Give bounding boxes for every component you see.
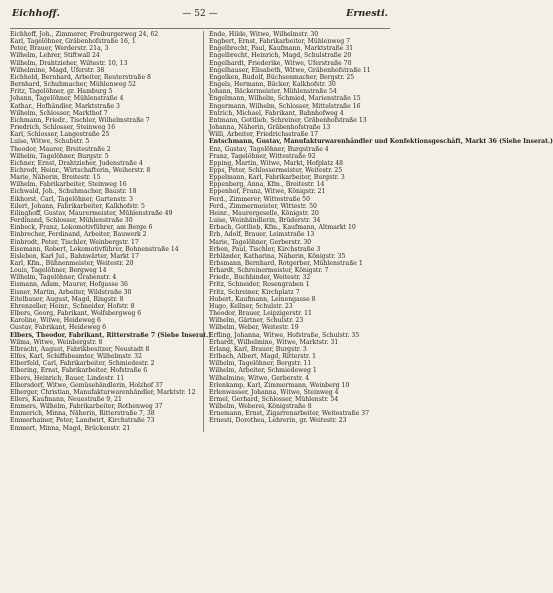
- directory-entry: Engelhauser, Elisabeth, Witwe, Gräbenhofstraße 11: [209, 66, 371, 74]
- directory-entry: Einbrodt, Peter, Tischler, Weinbergstr. 17: [10, 238, 139, 246]
- directory-entry: Einbeck, Franz, Lokomotivführer, am Berge 6: [10, 224, 153, 232]
- directory-entry: Eichwald, Joh., Schuhmacher, Baustr. 18: [10, 188, 137, 196]
- directory-entry: Wilhelm, Fabrikarbeiter, Steinweg 16: [10, 181, 127, 189]
- directory-entry: Wilhelm, Tagelöhner, Bergstr. 11: [209, 360, 312, 368]
- directory-entry: Eichhold, Bernhard, Arbeiter, Reuterstraße 8: [10, 73, 151, 81]
- directory-entry: Hubert, Kaufmann, Leinengasse 8: [209, 295, 316, 303]
- directory-entry: Karl, Tagelöhner, Gräbenhofstraße 16, 1: [10, 38, 136, 46]
- directory-entry: Emmert, Minna, Magd, Brückenstr. 21: [10, 424, 131, 432]
- directory-entry: Friedrich, Schlosser, Steinweg 16: [10, 124, 116, 132]
- directory-entry: Wilma, Witwe, Weinbergstr. 8: [10, 338, 103, 346]
- directory-entry: Eisemann, Robert, Lokomotivführer, Bohnenstraße 14: [10, 245, 179, 253]
- directory-entry: Eppenberg, Anna, Kfm., Breitestr. 14: [209, 181, 325, 189]
- directory-entry: Eisleben, Karl Jul., Bahnwärter, Markt 17: [10, 252, 139, 260]
- directory-entry: Engelken, Rudolf, Büchsenmacher, Bergstr. 25: [209, 73, 355, 81]
- directory-entry: Engelhardt, Friederike, Witwe, Uferstraße 70: [209, 59, 352, 67]
- directory-entry: Emmers, Wilhelm, Fabrikarbeiter, Rothenweg 37: [10, 403, 163, 411]
- directory-entry: Wilhelm, Schlosser, Markthof 7: [10, 109, 108, 117]
- directory-entry: Wilhelm, Weber, Weitestr. 19: [209, 324, 299, 332]
- directory-entry: Eikhorst, Carl, Tagelöhner, Gartenstr. 3: [10, 195, 133, 203]
- directory-entry: Karl, Schlosser, Langestraße 25: [10, 131, 110, 139]
- directory-entry: Elbracht, August, Fabrikbesitzer, Neustadt 8: [10, 345, 150, 353]
- directory-entry: Johann, Tagelöhner, Mühlenstraße 4: [10, 95, 124, 103]
- directory-entry: Gustav, Fabrikant, Heideweg 6: [10, 324, 107, 332]
- directory-entry: Wilhelm, Drahtzieher, Wiltestr. 10, 13: [10, 59, 128, 67]
- directory-entry: Willi, Arbeiter, Friedrichsstraße 17: [209, 131, 319, 139]
- page-header: [10, 6, 390, 29]
- directory-entry: Eitelbauer, August, Magd, Ringstr. 8: [10, 295, 124, 303]
- directory-entry: Enz, Gustav, Tagelöhner, Burgstraße 4: [209, 145, 329, 153]
- directory-entry: Louis, Tagelöhner, Bergweg 14: [10, 267, 107, 275]
- directory-entry: Johann, Bäckermeister, Mühlenstraße 54: [209, 88, 337, 96]
- directory-entry: Heinr., Maurergeselle, Königstr. 20: [209, 209, 319, 217]
- directory-entry: Ende, Hilde, Witwe, Wilhelmstr. 30: [209, 31, 319, 38]
- directory-entry: Elberger, Christian, Manufakturwarenhändler, Marktstr. 12: [10, 388, 196, 396]
- directory-entry: Erhardt, Schreinermeister, Königstr. 7: [209, 267, 329, 275]
- directory-entry: Entmann, Gottlieb, Schreiner, Gräbenhofstraße 13: [209, 116, 367, 124]
- directory-entry: Eisner, Martin, Arbeiter, Wildstraße 30: [10, 288, 132, 296]
- directory-entry: Franz, Tagelöhner, Wittestraße 92: [209, 152, 316, 160]
- directory-entry: Engelbrecht, Paul, Kaufmann, Marktstraße 31: [209, 45, 354, 53]
- directory-entry: Hugo, Kellner, Schulstr. 23: [209, 302, 293, 310]
- directory-entry: Erlang, Karl, Brauer, Burgstr. 3: [209, 345, 307, 353]
- directory-entry: Kathar., Hofhändler, Marktstraße 3: [10, 102, 120, 110]
- directory-entry: Wilhelm, Lehrer, Stiftwall 24: [10, 52, 100, 60]
- directory-entry: Fritz, Schreiner, Kirchplatz 7: [209, 288, 300, 296]
- directory-entry: Elbering, Ernst, Fabrikarbeiter, Hofstraße 6: [10, 367, 148, 375]
- directory-entry: Wilhelm, Weberei, Königstraße 8: [209, 403, 312, 411]
- directory-entry: Ernesti, Dorothea, Lehrerin, gr. Weitestr. 23: [209, 417, 347, 425]
- directory-entry: Wilhelm, Tagelöhner, Grabenstr. 4: [10, 274, 117, 282]
- directory-entry: Eichrodt, Heinr., Wirtschafterin, Weiherstr. 8: [10, 166, 151, 174]
- directory-entry: Ellers, Kaufmann, Neuestraße 9, 21: [10, 395, 122, 403]
- directory-entry: Erben, Paul, Tischler, Kirchstraße 3: [209, 245, 321, 253]
- directory-entry: Eilert, Johann, Fabrikarbeiter, Kalkhofstr. 5: [10, 202, 145, 210]
- directory-entry: Engelmann, Wilhelm, Schmied, Marienstraße 15: [209, 95, 361, 103]
- directory-entry: Marie, Näherin, Breitestr. 15: [10, 174, 101, 182]
- directory-entry: Elfes, Karl, Schiffsbeamter, Wilhelmstr. 32: [10, 353, 142, 361]
- directory-entry: Theodor, Maurer, Breitestraße 2: [10, 145, 111, 153]
- directory-entry: Epps, Peter, Schlossermeister, Weitestr. 25: [209, 166, 343, 174]
- directory-entry: Eichhoff, Joh., Zimmerer, Freiburgerweg 24, 62: [10, 31, 159, 38]
- right-column: [203, 31, 553, 432]
- directory-entry: Entrich, Michael, Fabrikant, Bahnhofweg 4: [209, 109, 344, 117]
- directory-entry: Emmerich, Minna, Näherin, Ritterstraße 7, 38: [10, 410, 155, 418]
- directory-entry: Erbach, Gottlieb, Kfm., Kaufmann, Altmarkt 10: [209, 224, 356, 232]
- directory-entry: Epping, Martin, Witwe, Markt, Hofplatz 48: [209, 159, 344, 167]
- directory-entry: Elbers, Georg, Fabrikant, Wolfsbergweg 6: [10, 310, 142, 318]
- directory-entry: Erlbach, Albert, Magd, Ritterstr. 1: [209, 353, 317, 361]
- header-first-entry: Eichhoff.: [12, 8, 60, 19]
- directory-entry: Erbsmann, Bernhard, Rotgerber, Mühlenstraße 1: [209, 260, 363, 267]
- directory-entry: Wilhelm, Gärtner, Schulstr. 23: [209, 317, 304, 325]
- directory-entry: Erhardt, Wilhelmine, Witwe, Marktstr. 31: [209, 338, 339, 346]
- directory-entry: Emmerhainer, Peter, Landwirt, Kirchstraße 73: [10, 417, 155, 425]
- directory-entry: Wilhelm, Arbeiter, Schmiedeweg 1: [209, 367, 317, 375]
- directory-entry: Eichmann, Friedr., Tischler, Wilhelmstraße 7: [10, 116, 150, 124]
- directory-entry: Ferdinand, Schlosser, Mühlenstraße 30: [10, 217, 133, 225]
- directory-entry: Ermel, Gerhard, Schlosser, Mühlenstr. 54: [209, 395, 339, 403]
- directory-entry: Bernhard, Schuhmacher, Mühlenweg 52: [10, 81, 136, 89]
- directory-entry: Engelbrecht, Heinrich, Magd, Schulstraße 20: [209, 52, 352, 60]
- directory-entry: Erfling, Johanna, Witwe, Hofstraße, Schulstr. 35: [209, 331, 360, 339]
- directory-entry: Ferd., Zimmerer, Wittestraße 50: [209, 195, 310, 203]
- directory-entry: Luise, Weinhändlerin, Brüderstr. 34: [209, 217, 321, 225]
- directory-entry: Elbersdorf, Witwe, Gemüsehändlerin, Holzhof 37: [10, 381, 163, 389]
- directory-entry: Erbländer, Katharina, Näherin, Königstr. 35: [209, 252, 346, 260]
- directory-entry: Elberfeld, Carl, Fabrikarbeiter, Schmiedestr. 2: [10, 360, 155, 368]
- directory-entry: Ehrenzeller, Heinr., Schneider, Hofstr. 8: [10, 302, 135, 310]
- directory-entry: Marie, Tagelöhner, Gerberstr. 30: [209, 238, 312, 246]
- directory-entry: Eppenhof, Franz, Witwe, Königstr. 21: [209, 188, 326, 196]
- directory-entry: Erlenkamp, Karl, Zimmermann, Weinberg 10: [209, 381, 350, 389]
- directory-entry: Karl, Kfm., Bühnenmeister, Weitestr. 20: [10, 260, 134, 267]
- directory-entry: Elbers, Heinrich, Bauer, Lindestr. 11: [10, 374, 125, 382]
- directory-entry: Theodor, Brauer, Leipzigerstr. 11: [209, 310, 312, 318]
- directory-entry: Ernemann, Ernst, Zigarrenarbeiter, Weitestraße 37: [209, 410, 370, 418]
- directory-entry: Wilhelm, Tagelöhner, Burgstr. 5: [10, 152, 109, 160]
- directory-entry: Fritz, Tagelöhner, gr. Hamburg 5: [10, 88, 113, 96]
- directory-entry: Elbers, Theodor, Fabrikant, Ritterstraße 7 (Siehe Inserat.): [10, 331, 212, 339]
- directory-entry: Eilinghoff, Gustav, Maurermeister, Mühlenstraße 49: [10, 209, 173, 217]
- header-last-entry: Ernesti.: [346, 8, 388, 19]
- directory-entry: Einbrecher, Ferdinand, Arbeiter, Bauwerk 2: [10, 231, 147, 239]
- directory-entry: Entschmann, Gustav, Manufakturwarenhändler und Konfektionsgeschäft, Markt 36 (Siehe Inserat.): [209, 138, 553, 146]
- directory-entry: Friedr., Buchbinder, Weitestr. 32: [209, 274, 311, 282]
- left-column: [10, 31, 212, 432]
- directory-entry: Engbert, Ernst, Fabrikarbeiter, Mühlenweg 7: [209, 38, 351, 46]
- directory-entry: Engels, Hermann, Bäcker, Kalkhofstr. 30: [209, 81, 336, 89]
- directory-entry: Erlenwasser, Johanna, Witwe, Steinweg 4: [209, 388, 339, 396]
- directory-entry: Eppelmann, Karl, Fabrikarbeiter, Burgstr. 3: [209, 174, 345, 182]
- directory-entry: Karoline, Witwe, Heideweg 6: [10, 317, 101, 325]
- directory-entry: Peter, Brauer, Werderstr. 21a, 3: [10, 45, 109, 53]
- directory-entry: Luise, Witwe, Schubstr. 5: [10, 138, 90, 146]
- directory-entry: Engermann, Wilhelm, Schlosser, Mittelstraße 16: [209, 102, 361, 110]
- directory-entry: Ferd., Zimmermeister, Wittestr. 50: [209, 202, 317, 210]
- page-number: — 52 —: [182, 9, 218, 19]
- directory-entry: Fritz, Schneider, Rosengraben 1: [209, 281, 310, 289]
- directory-entry: Johanna, Näherin, Gräbenhofstraße 13: [209, 124, 331, 132]
- directory-entry: Wilhelmine, Witwe, Gerberstr. 4: [209, 374, 310, 382]
- directory-entry: Eichner, Ernst, Drahtzieher, Judenstraße 4: [10, 159, 143, 167]
- directory-entry: Eismann, Adam, Maurer, Hofgasse 36: [10, 281, 128, 289]
- directory-entry: Erb, Adolf, Brauer, Leimstraße 13: [209, 231, 315, 239]
- directory-entry: Wilhelmine, Magd, Uferstr. 38: [10, 66, 105, 74]
